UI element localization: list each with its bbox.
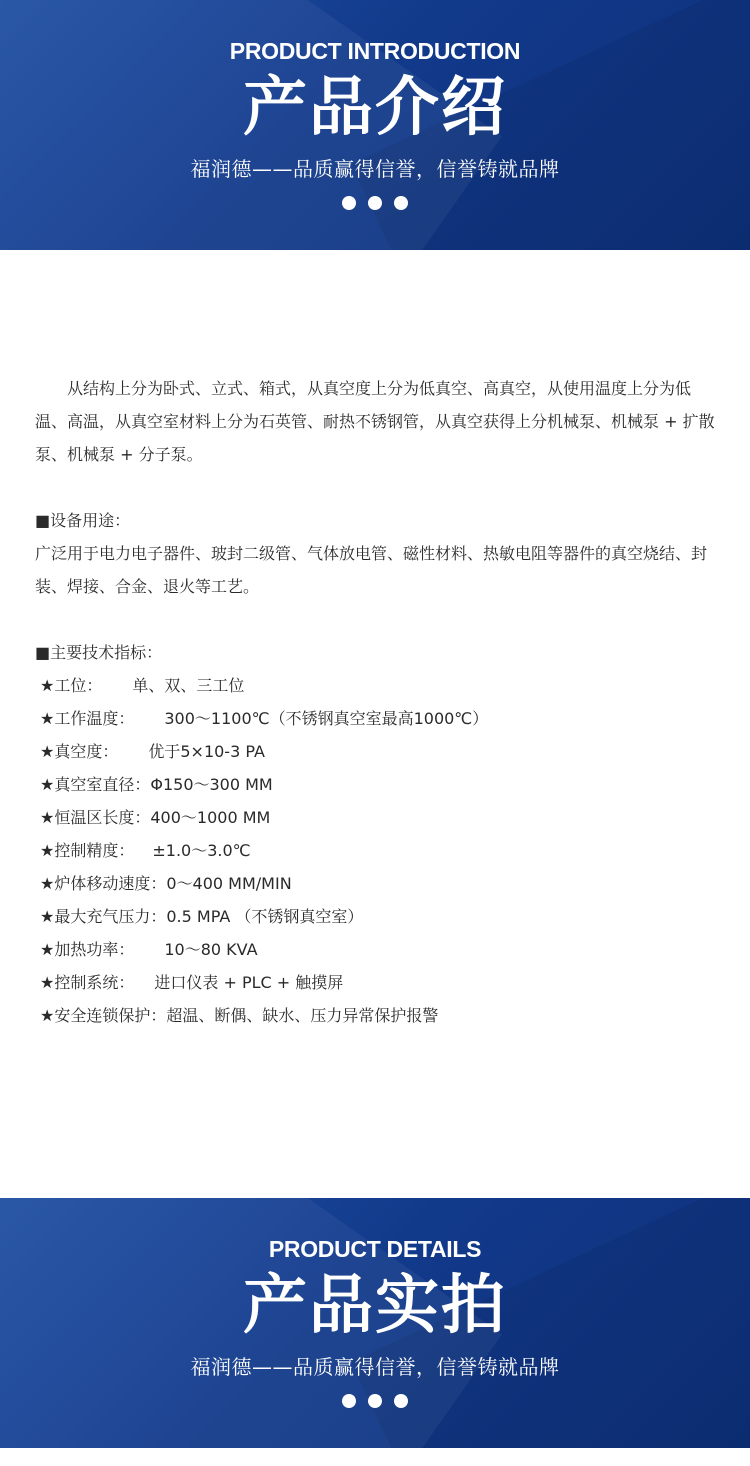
- spec-value: 0.5 MPA （不锈钢真空室）: [166, 907, 364, 926]
- spec-label: ★加热功率：: [40, 940, 135, 959]
- spec-label: ★真空度：: [40, 742, 119, 761]
- spec-value: 进口仪表 + PLC + 触摸屏: [154, 973, 344, 992]
- intro-title-en: PRODUCT INTRODUCTION: [229, 38, 521, 64]
- dot-icon: [342, 196, 356, 210]
- spec-value: 超温、断偶、缺水、压力异常保护报警: [166, 1006, 439, 1025]
- intro-banner: [0, 0, 750, 250]
- usage-text: 广泛用于电力电子器件、玻封二级管、气体放电管、磁性材料、热敏电阻等器件的真空烧结、封装、焊接、合金、退火等工艺。: [35, 544, 708, 596]
- dot-icon: [394, 196, 408, 210]
- spec-item: [35, 768, 715, 801]
- intro-paragraph: 从结构上分为卧式、立式、箱式，从真空度上分为低真空、高真空，从使用温度上分为低温、高温，从真空室材料上分为石英管、耐热不锈钢管，从真空获得上分机械泵、机械泵 + 扩散泵、机械泵 + 分子泵。: [35, 379, 715, 464]
- spec-item: [35, 735, 715, 768]
- spec-item: [35, 867, 715, 900]
- spec-value: 单、双、三工位: [132, 676, 245, 695]
- spec-label: ★恒温区长度：: [40, 808, 151, 827]
- spec-label: ★真空室直径：: [40, 775, 151, 794]
- spec-value: ±1.0～3.0℃: [152, 841, 251, 860]
- spec-value: Φ150～300 MM: [150, 775, 273, 794]
- pagination-dots: [0, 1394, 750, 1408]
- spec-item: [35, 900, 715, 933]
- dot-icon: [394, 1394, 408, 1408]
- spec-label: ★控制精度：: [40, 841, 135, 860]
- details-banner: [0, 1198, 750, 1448]
- spec-item: [35, 669, 715, 702]
- spec-item: [35, 999, 715, 1032]
- spec-label: ★炉体移动速度：: [40, 874, 167, 893]
- intro-title-cn: 产品介绍: [243, 71, 507, 145]
- spec-item: [35, 702, 715, 735]
- spec-value: 优于5×10-3 PA: [148, 742, 265, 761]
- spec-value: 300～1100℃（不锈钢真空室最高1000℃）: [164, 709, 489, 728]
- spec-label: ★最大充气压力：: [40, 907, 167, 926]
- dot-icon: [368, 1394, 382, 1408]
- spec-item: [35, 933, 715, 966]
- dot-icon: [342, 1394, 356, 1408]
- specs-list: [35, 669, 715, 1032]
- pagination-dots: [0, 196, 750, 210]
- spec-label: ★工作温度：: [40, 709, 135, 728]
- details-subtitle: 福润德——品质赢得信誉，信誉铸就品牌: [190, 1355, 560, 1379]
- spec-item: [35, 801, 715, 834]
- spec-item: [35, 966, 715, 999]
- spec-label: ★工位：: [40, 676, 103, 695]
- spec-label: ★控制系统：: [40, 973, 135, 992]
- dot-icon: [368, 196, 382, 210]
- details-title-cn: 产品实拍: [243, 1269, 507, 1343]
- usage-heading: ■设备用途：: [35, 511, 131, 530]
- spec-value: 0～400 MM/MIN: [166, 874, 292, 893]
- details-title-en: PRODUCT DETAILS: [268, 1236, 482, 1262]
- specs-heading: ■主要技术指标：: [35, 643, 163, 662]
- intro-subtitle: 福润德——品质赢得信誉，信誉铸就品牌: [190, 157, 560, 181]
- intro-content: [35, 372, 715, 1032]
- spec-value: 400～1000 MM: [150, 808, 271, 827]
- spec-value: 10～80 KVA: [164, 940, 258, 959]
- spec-item: [35, 834, 715, 867]
- spec-label: ★安全连锁保护：: [40, 1006, 167, 1025]
